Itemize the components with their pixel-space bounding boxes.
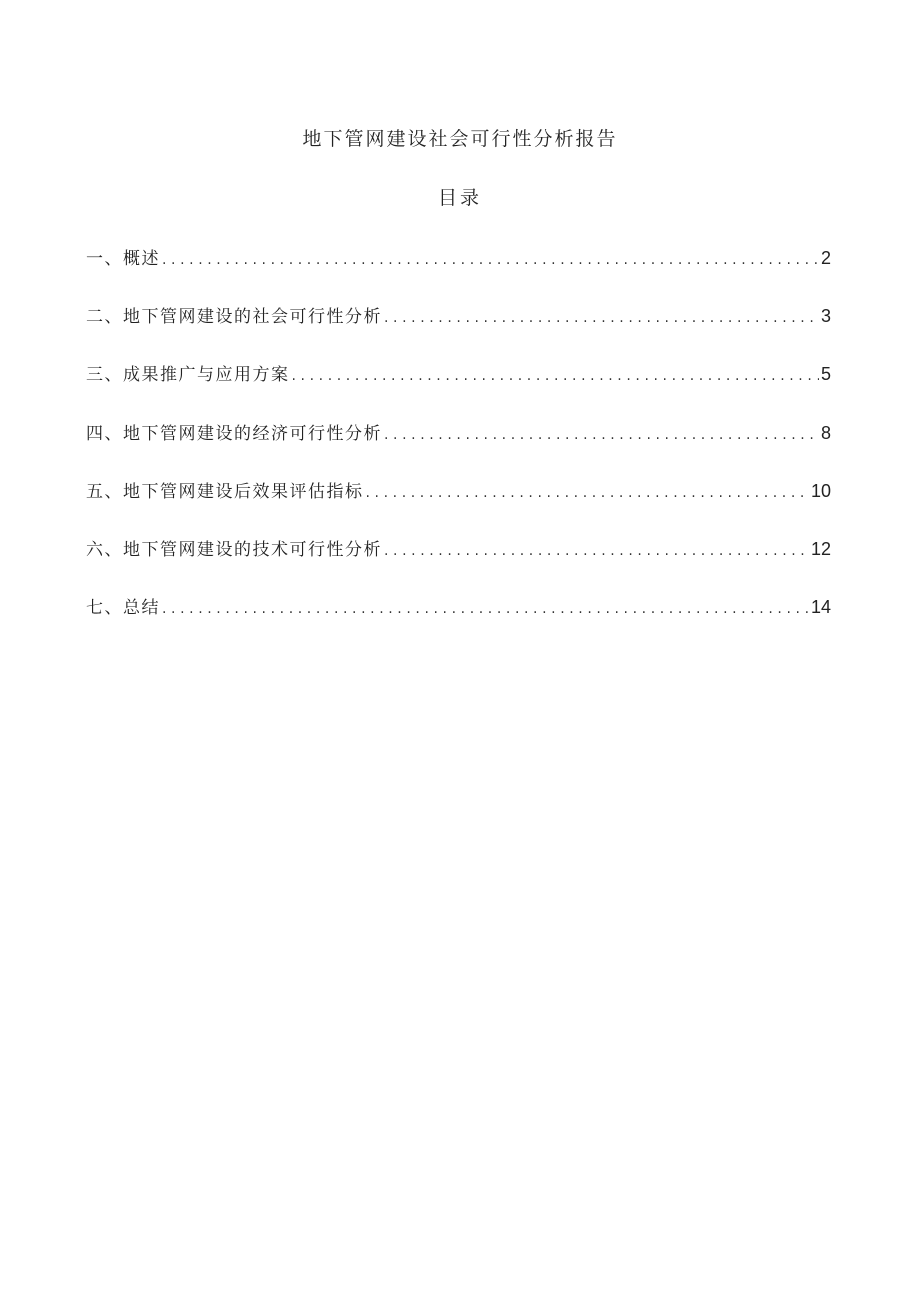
toc-entry-6[interactable] (86, 535, 831, 593)
dot-leader (162, 595, 809, 623)
toc-heading: 目录 (437, 187, 482, 209)
dot-leader (384, 304, 819, 332)
toc-entry-2[interactable] (86, 302, 831, 360)
toc-entry-label: 一、概述 (86, 249, 160, 269)
dot-leader (366, 479, 809, 507)
toc-entry-4[interactable] (86, 419, 831, 477)
toc-entry-label: 七、总结 (86, 598, 160, 619)
toc-page-number: 14 (810, 597, 831, 618)
toc-page-number: 8 (820, 422, 831, 443)
toc-entry-label: 五、地下管网建设后效果评估指标 (86, 481, 364, 502)
toc-page-number: 10 (810, 480, 831, 501)
toc-entry-label: 二、地下管网建设的社会可行性分析 (86, 307, 382, 328)
toc-entry-label: 六、地下管网建设的技术可行性分析 (86, 539, 382, 560)
toc-entry-7[interactable] (86, 593, 831, 651)
toc-page-number: 12 (810, 538, 831, 559)
toc-page-number: 5 (820, 364, 831, 385)
toc-entry-1[interactable] (86, 244, 831, 302)
dot-leader (292, 362, 819, 390)
toc-page-number: 2 (820, 248, 831, 268)
toc-entry-3[interactable] (86, 360, 831, 418)
document-title: 地下管网建设社会可行性分析报告 (302, 128, 618, 150)
toc-entry-label: 四、地下管网建设的经济可行性分析 (86, 423, 382, 444)
dot-leader (384, 537, 809, 565)
dot-leader (162, 246, 819, 274)
dot-leader (384, 421, 819, 449)
toc-entry-label: 三、成果推广与应用方案 (86, 365, 290, 386)
table-of-contents (86, 244, 831, 651)
toc-page-number: 3 (820, 306, 831, 327)
toc-entry-5[interactable] (86, 477, 831, 535)
